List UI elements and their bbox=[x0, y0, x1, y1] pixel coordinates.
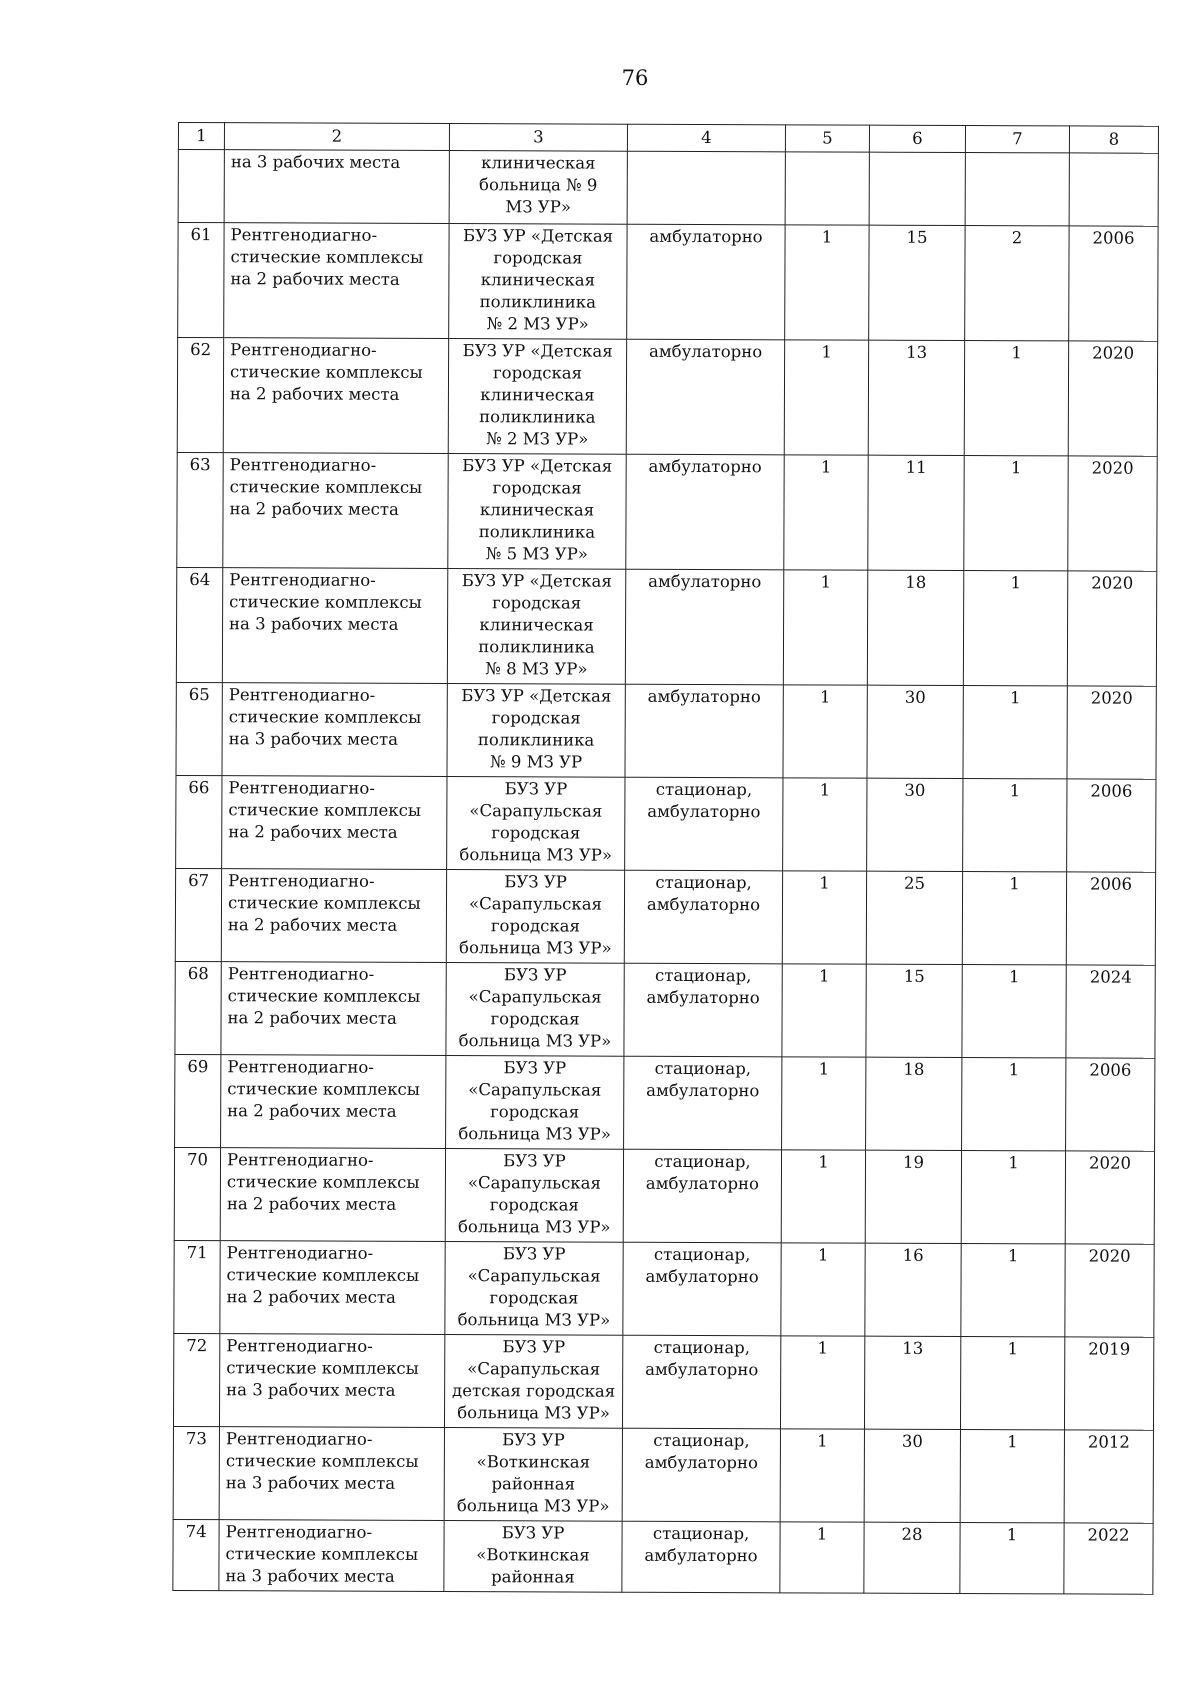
column-7-cell: 1 bbox=[963, 571, 1067, 686]
column-7-cell: 1 bbox=[963, 686, 1067, 779]
column-6-cell: 25 bbox=[866, 871, 962, 964]
row-number-cell: 74 bbox=[173, 1519, 219, 1590]
row-number-cell: 65 bbox=[176, 682, 222, 775]
row-number-cell: 68 bbox=[175, 961, 221, 1054]
table-row bbox=[178, 223, 1158, 342]
row-number-cell: 66 bbox=[176, 775, 222, 868]
table-row bbox=[173, 1519, 1153, 1594]
equipment-name-cell: Рентгенодиагно-стические комплексы на 2 рабочих места bbox=[221, 869, 446, 963]
equipment-name-cell: Рентгенодиагно-стические комплексы на 3 рабочих места bbox=[219, 1427, 444, 1521]
table-row bbox=[176, 775, 1156, 872]
row-number-cell: 61 bbox=[178, 223, 224, 338]
column-7-cell: 1 bbox=[960, 1430, 1064, 1523]
service-mode-cell: амбулаторно bbox=[625, 684, 783, 778]
column-6-cell: 13 bbox=[864, 1336, 960, 1429]
service-mode-cell: амбулаторно bbox=[626, 454, 784, 570]
service-mode-cell: стационар, амбулаторно bbox=[622, 1335, 780, 1429]
equipment-name-cell: Рентгенодиагно-стические комплексы на 2 рабочих места bbox=[221, 1055, 446, 1149]
equipment-name-cell: Рентгенодиагно-стические комплексы на 2 рабочих места bbox=[222, 776, 447, 870]
service-mode-cell: амбулаторно bbox=[625, 569, 783, 685]
equipment-name-cell: Рентгенодиагно-стические комплексы на 2 рабочих места bbox=[220, 1148, 445, 1242]
year-cell: 2006 bbox=[1069, 226, 1158, 341]
column-header: 4 bbox=[627, 124, 785, 152]
column-6-cell: 28 bbox=[864, 1522, 960, 1593]
row-number-cell: 63 bbox=[177, 452, 223, 567]
column-header: 5 bbox=[785, 125, 869, 152]
column-5-cell: 1 bbox=[784, 340, 868, 455]
institution-cell: БУЗ УР «Воткинская районная больница МЗ УР» bbox=[444, 1428, 622, 1522]
column-6-cell: 15 bbox=[866, 964, 962, 1057]
service-mode-cell: стационар, амбулаторно bbox=[625, 777, 783, 871]
equipment-name-cell: Рентгенодиагно-стические комплексы на 3 рабочих места bbox=[222, 683, 447, 777]
column-7-cell: 1 bbox=[960, 1523, 1064, 1594]
row-number-cell: 64 bbox=[176, 567, 222, 682]
column-5-cell: 1 bbox=[783, 778, 867, 871]
table-row bbox=[173, 1426, 1153, 1523]
institution-cell: БУЗ УР «Сарапульская городская больница МЗ УР» bbox=[445, 1149, 623, 1243]
column-7-cell: 1 bbox=[962, 965, 1066, 1058]
column-5-cell: 1 bbox=[783, 685, 867, 778]
row-number-cell: 67 bbox=[175, 868, 221, 961]
row-number-cell: 73 bbox=[173, 1426, 219, 1519]
service-mode-cell: стационар, амбулаторно bbox=[622, 1428, 780, 1522]
year-cell: 2012 bbox=[1064, 1430, 1153, 1523]
row-number-cell: 71 bbox=[174, 1240, 220, 1333]
year-cell: 2020 bbox=[1065, 1151, 1154, 1244]
year-cell: 2020 bbox=[1067, 571, 1156, 686]
table-row bbox=[175, 961, 1155, 1058]
year-cell bbox=[1069, 153, 1158, 226]
equipment-name-cell: Рентгенодиагно-стические комплексы на 2 рабочих места bbox=[221, 962, 446, 1056]
year-cell: 2022 bbox=[1064, 1523, 1153, 1594]
institution-cell: БУЗ УР «Сарапульская детская городская больница МЗ УР» bbox=[444, 1335, 622, 1429]
column-6-cell bbox=[869, 152, 965, 225]
equipment-name-cell: Рентгенодиагно-стические комплексы на 3 рабочих места bbox=[219, 1520, 444, 1592]
service-mode-cell: стационар, амбулаторно bbox=[624, 963, 782, 1057]
column-6-cell: 30 bbox=[867, 778, 963, 871]
column-7-cell: 2 bbox=[965, 226, 1069, 341]
column-header: 3 bbox=[449, 124, 627, 152]
institution-cell: БУЗ УР «Детская городская клиническая поликлиника № 2 МЗ УР» bbox=[449, 224, 627, 340]
equipment-table bbox=[172, 122, 1159, 1595]
year-cell: 2020 bbox=[1067, 686, 1156, 779]
column-header: 7 bbox=[965, 126, 1069, 153]
year-cell: 2006 bbox=[1066, 872, 1155, 965]
year-cell: 2020 bbox=[1068, 456, 1157, 571]
column-6-cell: 15 bbox=[869, 225, 965, 340]
service-mode-cell: стационар, амбулаторно bbox=[622, 1521, 780, 1593]
column-6-cell: 18 bbox=[866, 1057, 962, 1150]
equipment-name-cell: на 3 рабочих места bbox=[224, 150, 449, 224]
equipment-name-cell: Рентгенодиагно-стические комплексы на 2 рабочих места bbox=[223, 453, 448, 569]
column-6-cell: 11 bbox=[868, 455, 964, 570]
column-6-cell: 30 bbox=[864, 1429, 960, 1522]
column-6-cell: 13 bbox=[868, 340, 964, 455]
row-number-cell bbox=[178, 150, 224, 223]
year-cell: 2020 bbox=[1068, 341, 1157, 456]
service-mode-cell: стационар, амбулаторно bbox=[623, 1149, 781, 1243]
service-mode-cell: амбулаторно bbox=[626, 339, 784, 455]
row-number-cell: 70 bbox=[174, 1147, 220, 1240]
equipment-name-cell: Рентгенодиагно-стические комплексы на 2 рабочих места bbox=[223, 338, 448, 454]
service-mode-cell: стационар, амбулаторно bbox=[624, 870, 782, 964]
institution-cell: БУЗ УР «Сарапульская городская больница МЗ УР» bbox=[445, 1242, 623, 1336]
table-row bbox=[177, 452, 1157, 571]
equipment-name-cell: Рентгенодиагно-стические комплексы на 3 рабочих места bbox=[222, 568, 447, 684]
column-5-cell bbox=[785, 152, 869, 225]
row-number-cell: 69 bbox=[175, 1054, 221, 1147]
institution-cell: БУЗ УР «Детская городская поликлиника № 9 МЗ УР bbox=[447, 684, 625, 778]
column-5-cell: 1 bbox=[782, 871, 866, 964]
column-6-cell: 18 bbox=[867, 570, 963, 685]
column-5-cell: 1 bbox=[780, 1522, 864, 1593]
column-6-cell: 19 bbox=[865, 1150, 961, 1243]
institution-cell: БУЗ УР «Детская городская клиническая поликлиника № 8 МЗ УР» bbox=[447, 569, 625, 685]
institution-cell: клиническая больница № 9 МЗ УР» bbox=[449, 151, 627, 225]
column-7-cell: 1 bbox=[962, 1058, 1066, 1151]
column-7-cell: 1 bbox=[962, 872, 1066, 965]
column-5-cell: 1 bbox=[780, 1336, 864, 1429]
column-5-cell: 1 bbox=[780, 1429, 864, 1522]
table-row bbox=[174, 1240, 1154, 1337]
equipment-name-cell: Рентгенодиагно-стические комплексы на 3 рабочих места bbox=[219, 1334, 444, 1428]
table-header-row bbox=[178, 123, 1158, 154]
column-header: 1 bbox=[178, 123, 224, 150]
column-7-cell: 1 bbox=[960, 1337, 1064, 1430]
institution-cell: БУЗ УР «Сарапульская городская больница МЗ УР» bbox=[446, 870, 624, 964]
column-5-cell: 1 bbox=[781, 1150, 865, 1243]
table-row bbox=[175, 1054, 1155, 1151]
year-cell: 2024 bbox=[1066, 965, 1155, 1058]
column-7-cell: 1 bbox=[961, 1151, 1065, 1244]
column-6-cell: 16 bbox=[865, 1243, 961, 1336]
service-mode-cell: стационар, амбулаторно bbox=[623, 1242, 781, 1336]
column-5-cell: 1 bbox=[784, 455, 868, 570]
service-mode-cell bbox=[627, 151, 785, 225]
service-mode-cell: стационар, амбулаторно bbox=[624, 1056, 782, 1150]
row-number-cell: 72 bbox=[173, 1333, 219, 1426]
year-cell: 2020 bbox=[1065, 1244, 1154, 1337]
column-header: 6 bbox=[869, 125, 965, 152]
column-7-cell: 1 bbox=[964, 456, 1068, 571]
year-cell: 2006 bbox=[1066, 1058, 1155, 1151]
table-row bbox=[175, 868, 1155, 965]
column-7-cell: 1 bbox=[963, 779, 1067, 872]
column-6-cell: 30 bbox=[867, 685, 963, 778]
table-row bbox=[177, 338, 1157, 457]
year-cell: 2006 bbox=[1067, 779, 1156, 872]
table-row bbox=[173, 1333, 1153, 1430]
institution-cell: БУЗ УР «Сарапульская городская больница МЗ УР» bbox=[446, 963, 624, 1057]
column-5-cell: 1 bbox=[783, 570, 867, 685]
column-header: 2 bbox=[224, 123, 449, 151]
page-number: 76 bbox=[621, 66, 649, 90]
equipment-name-cell: Рентгенодиагно-стические комплексы на 2 рабочих места bbox=[220, 1241, 445, 1335]
institution-cell: БУЗ УР «Детская городская клиническая поликлиника № 2 МЗ УР» bbox=[448, 339, 626, 455]
table-row bbox=[178, 150, 1158, 227]
table-row bbox=[174, 1147, 1154, 1244]
table-row bbox=[176, 682, 1156, 779]
column-7-cell bbox=[965, 153, 1069, 226]
column-5-cell: 1 bbox=[781, 1243, 865, 1336]
row-number-cell: 62 bbox=[177, 338, 223, 453]
column-5-cell: 1 bbox=[785, 225, 869, 340]
column-5-cell: 1 bbox=[782, 1057, 866, 1150]
table-row bbox=[176, 567, 1156, 686]
year-cell: 2019 bbox=[1064, 1337, 1153, 1430]
column-7-cell: 1 bbox=[964, 341, 1068, 456]
column-5-cell: 1 bbox=[782, 964, 866, 1057]
institution-cell: БУЗ УР «Детская городская клиническая поликлиника № 5 МЗ УР» bbox=[448, 454, 626, 570]
equipment-name-cell: Рентгенодиагно-стические комплексы на 2 рабочих места bbox=[224, 223, 449, 339]
column-7-cell: 1 bbox=[961, 1244, 1065, 1337]
institution-cell: БУЗ УР «Сарапульская городская больница МЗ УР» bbox=[447, 777, 625, 871]
institution-cell: БУЗ УР «Воткинская районная bbox=[444, 1521, 622, 1593]
column-header: 8 bbox=[1069, 126, 1158, 153]
service-mode-cell: амбулаторно bbox=[627, 224, 785, 340]
institution-cell: БУЗ УР «Сарапульская городская больница МЗ УР» bbox=[446, 1056, 624, 1150]
